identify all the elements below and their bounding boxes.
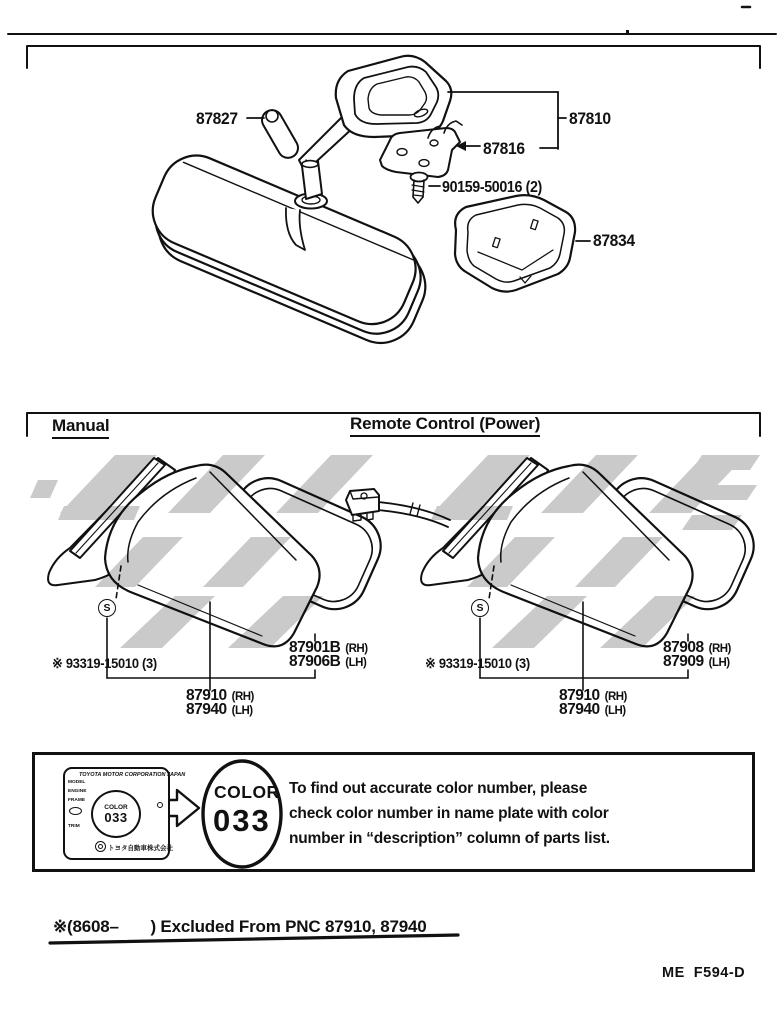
part-label-87910-power: 87910 (RH) bbox=[559, 687, 627, 704]
name-plate bbox=[63, 767, 186, 860]
plate-color-label: COLOR bbox=[104, 804, 128, 811]
s-marker-power: S bbox=[471, 599, 489, 617]
part-label-90159-50016: 90159-50016 (2) bbox=[442, 179, 542, 196]
part-label-87810: 87810 bbox=[569, 109, 611, 128]
part-label-87940-power: 87940 (LH) bbox=[559, 701, 626, 718]
plate-color-value: 033 bbox=[104, 810, 128, 825]
plate-field-trim: TRIM bbox=[68, 824, 80, 829]
color-badge-value: 033 bbox=[213, 803, 271, 838]
s-marker-manual: S bbox=[98, 599, 116, 617]
assy-labels-power bbox=[559, 689, 627, 717]
screw-ref-power: ※ 93319-15010 (3) bbox=[425, 655, 530, 671]
plate-ellipse-mark bbox=[69, 807, 82, 815]
plate-color-circle bbox=[91, 790, 141, 838]
glass-labels-manual bbox=[289, 641, 368, 669]
part-label-87834: 87834 bbox=[593, 231, 635, 250]
plate-field-engine: ENGINE bbox=[68, 789, 87, 794]
instruction-line-1: To find out accurate color number, please bbox=[289, 780, 588, 797]
plate-field-frame: FRAME bbox=[68, 798, 86, 803]
plate-field-model: MODEL bbox=[68, 780, 86, 785]
heading-manual: Manual bbox=[52, 416, 109, 439]
part-label-87906B: 87906B (LH) bbox=[289, 653, 367, 670]
plate-company-jp: トヨタ自動車株式会社 bbox=[108, 845, 173, 852]
heading-remote-control: Remote Control (Power) bbox=[350, 414, 540, 437]
part-label-87910: 87910 (RH) bbox=[186, 687, 254, 704]
plate-screw-hole bbox=[157, 802, 163, 808]
doc-code: ME F594-D bbox=[662, 965, 746, 981]
toyota-logo-icon bbox=[95, 841, 106, 852]
instruction-line-3: number in “description” column of parts list. bbox=[289, 830, 610, 847]
assy-labels-manual bbox=[186, 689, 254, 717]
part-label-87816: 87816 bbox=[483, 139, 525, 158]
glass-labels-power bbox=[663, 641, 731, 669]
inner-mirror-drawing bbox=[136, 56, 590, 354]
color-instructions bbox=[289, 776, 610, 851]
footer-note: ※(8608– ) Excluded From PNC 87910, 87940 bbox=[53, 917, 427, 936]
part-label-87909: 87909 (LH) bbox=[663, 653, 730, 670]
part-label-87901B: 87901B (RH) bbox=[289, 639, 368, 656]
part-label-87940: 87940 (LH) bbox=[186, 701, 253, 718]
screw-ref-manual: ※ 93319-15010 (3) bbox=[52, 655, 157, 671]
part-label-87908: 87908 (RH) bbox=[663, 639, 731, 656]
plate-header: TOYOTA MOTOR CORPORATION JAPAN bbox=[79, 772, 186, 778]
instruction-line-2: check color number in name plate with color bbox=[289, 805, 609, 822]
part-label-87827: 87827 bbox=[196, 109, 238, 128]
color-badge-label: COLOR bbox=[214, 782, 280, 802]
